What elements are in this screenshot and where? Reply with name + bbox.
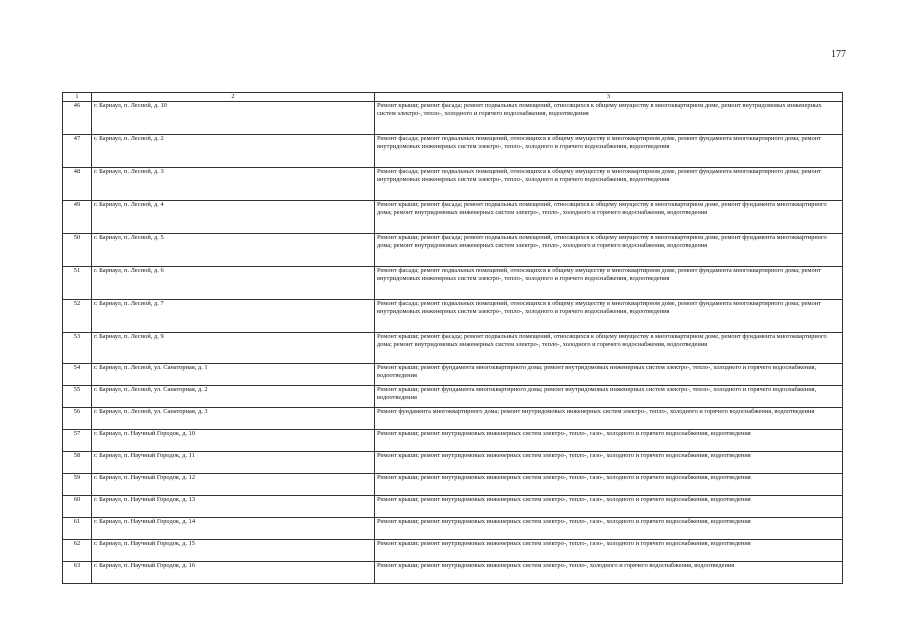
column-header-3: 3 [375, 93, 843, 102]
row-number-cell: 46 [63, 102, 92, 135]
row-number-cell: 58 [63, 452, 92, 474]
address-cell: г. Барнаул, п. Лесной, ул. Санаторная, д. 2 [92, 386, 375, 408]
works-cell: Ремонт крыши; ремонт внутридомовых инженерных систем электро-, тепло-, газо-, холодного и горячего водоснабжения, водоотведения [375, 518, 843, 540]
row-number-cell: 54 [63, 364, 92, 386]
table-row [63, 386, 843, 408]
address-cell: г. Барнаул, п. Научный Городок, д. 10 [92, 430, 375, 452]
address-cell: г. Барнаул, п. Научный Городок, д. 15 [92, 540, 375, 562]
row-number-cell: 51 [63, 267, 92, 300]
row-number-cell: 59 [63, 474, 92, 496]
address-cell: г. Барнаул, п. Лесной, д. 3 [92, 168, 375, 201]
table-row [63, 168, 843, 201]
works-cell: Ремонт фундамента многоквартирного дома; ремонт внутридомовых инженерных систем электро-, тепло-, холодного и горячего водоснабжения, водоотведения [375, 408, 843, 430]
address-cell: г. Барнаул, п. Научный Городок, д. 13 [92, 496, 375, 518]
address-cell: г. Барнаул, п. Научный Городок, д. 12 [92, 474, 375, 496]
works-cell: Ремонт фасада; ремонт подвальных помещений, относящихся к общему имуществу в многоквартирном доме, ремонт фундамента многоквартирного дома; ремонт внутридомовых инженерных систем электро-, тепло-, холодного и горячего водоснабжения, водоотведения [375, 267, 843, 300]
row-number-cell: 57 [63, 430, 92, 452]
works-cell: Ремонт крыши; ремонт внутридомовых инженерных систем электро-, тепло-, холодного и горячего водоснабжения, водоотведения [375, 562, 843, 584]
table-row [63, 562, 843, 584]
works-cell: Ремонт крыши; ремонт фундамента многоквартирного дома; ремонт внутридомовых инженерных систем электро-, тепло-, холодного и горячего водоснабжения, водоотведения [375, 386, 843, 408]
table-row [63, 430, 843, 452]
address-cell: г. Барнаул, п. Лесной, ул. Санаторная, д. 3 [92, 408, 375, 430]
address-cell: г. Барнаул, п. Научный Городок, д. 16 [92, 562, 375, 584]
address-cell: г. Барнаул, п. Лесной, д. 4 [92, 201, 375, 234]
table-row [63, 408, 843, 430]
works-cell: Ремонт крыши; ремонт внутридомовых инженерных систем электро-, тепло-, газо-, холодного и горячего водоснабжения, водоотведения [375, 452, 843, 474]
address-cell: г. Барнаул, п. Лесной, д. 9 [92, 333, 375, 364]
table-row [63, 300, 843, 333]
column-header-2: 2 [92, 93, 375, 102]
works-cell: Ремонт крыши; ремонт внутридомовых инженерных систем электро-, тепло-, газо-, холодного и горячего водоснабжения, водоотведения [375, 540, 843, 562]
works-cell: Ремонт крыши; ремонт фасада; ремонт подвальных помещений, относящихся к общему имуществу в многоквартирном доме, ремонт фундамента многоквартирного дома; ремонт внутридомовых инженерных систем электро-, тепло-, холодного и горячего водоснабжения, водоотведения [375, 201, 843, 234]
table-row [63, 540, 843, 562]
row-number-cell: 48 [63, 168, 92, 201]
address-cell: г. Барнаул, п. Лесной, д. 10 [92, 102, 375, 135]
row-number-cell: 62 [63, 540, 92, 562]
row-number-cell: 52 [63, 300, 92, 333]
table-row [63, 234, 843, 267]
table-row [63, 135, 843, 168]
address-cell: г. Барнаул, п. Научный Городок, д. 11 [92, 452, 375, 474]
address-cell: г. Барнаул, п. Лесной, д. 2 [92, 135, 375, 168]
row-number-cell: 49 [63, 201, 92, 234]
table-row [63, 267, 843, 300]
works-cell: Ремонт крыши; ремонт фасада; ремонт подвальных помещений, относящихся к общему имуществу в многоквартирном доме, ремонт фундамента многоквартирного дома; ремонт внутридомовых инженерных систем электро-, тепло-, холодного и горячего водоснабжения, водоотведения [375, 234, 843, 267]
works-table [62, 92, 843, 584]
works-cell: Ремонт крыши; ремонт фасада; ремонт подвальных помещений, относящихся к общему имуществу в многоквартирном доме, ремонт внутридомовых инженерных систем электро-, тепло-, холодного и горячего водоснабжения, водоотведения [375, 102, 843, 135]
address-cell: г. Барнаул, п. Научный Городок, д. 14 [92, 518, 375, 540]
address-cell: г. Барнаул, п. Лесной, ул. Санаторная, д. 1 [92, 364, 375, 386]
works-cell: Ремонт фасада; ремонт подвальных помещений, относящихся к общему имуществу в многоквартирном доме, ремонт фундамента многоквартирного дома; ремонт внутридомовых инженерных систем электро-, тепло-, холодного и горячего водоснабжения, водоотведения [375, 135, 843, 168]
row-number-cell: 53 [63, 333, 92, 364]
works-cell: Ремонт крыши; ремонт внутридомовых инженерных систем электро-, тепло-, газо-, холодного и горячего водоснабжения, водоотведения [375, 474, 843, 496]
table-row [63, 518, 843, 540]
table-row [63, 102, 843, 135]
address-cell: г. Барнаул, п. Лесной, д. 7 [92, 300, 375, 333]
works-cell: Ремонт фасада; ремонт подвальных помещений, относящихся к общему имуществу в многоквартирном доме, ремонт фундамента многоквартирного дома; ремонт внутридомовых инженерных систем электро-, тепло-, холодного и горячего водоснабжения, водоотведения [375, 300, 843, 333]
page-number: 177 [831, 49, 846, 60]
table-row [63, 496, 843, 518]
address-cell: г. Барнаул, п. Лесной, д. 6 [92, 267, 375, 300]
works-cell: Ремонт крыши; ремонт фасада; ремонт подвальных помещений, относящихся к общему имуществу в многоквартирном доме, ремонт фундамента многоквартирного дома; ремонт внутридомовых инженерных систем электро-, тепло-, холодного и горячего водоснабжения, водоотведения [375, 333, 843, 364]
table-row [63, 364, 843, 386]
row-number-cell: 47 [63, 135, 92, 168]
row-number-cell: 56 [63, 408, 92, 430]
table-header-row [63, 93, 843, 102]
works-cell: Ремонт крыши; ремонт внутридомовых инженерных систем электро-, тепло-, газо-, холодного и горячего водоснабжения, водоотведения [375, 430, 843, 452]
row-number-cell: 61 [63, 518, 92, 540]
table-row [63, 201, 843, 234]
works-cell: Ремонт крыши; ремонт фундамента многоквартирного дома; ремонт внутридомовых инженерных систем электро-, тепло-, холодного и горячего водоснабжения, водоотведения [375, 364, 843, 386]
column-header-1: 1 [63, 93, 92, 102]
row-number-cell: 50 [63, 234, 92, 267]
works-cell: Ремонт фасада; ремонт подвальных помещений, относящихся к общему имуществу в многоквартирном доме, ремонт фундамента многоквартирного дома; ремонт внутридомовых инженерных систем электро-, тепло-, холодного и горячего водоснабжения, водоотведения [375, 168, 843, 201]
works-cell: Ремонт крыши; ремонт внутридомовых инженерных систем электро-, тепло-, газо-, холодного и горячего водоснабжения, водоотведения [375, 496, 843, 518]
table-row [63, 474, 843, 496]
row-number-cell: 63 [63, 562, 92, 584]
row-number-cell: 55 [63, 386, 92, 408]
address-cell: г. Барнаул, п. Лесной, д. 5 [92, 234, 375, 267]
table-row [63, 333, 843, 364]
table-body [63, 102, 843, 584]
table-row [63, 452, 843, 474]
row-number-cell: 60 [63, 496, 92, 518]
